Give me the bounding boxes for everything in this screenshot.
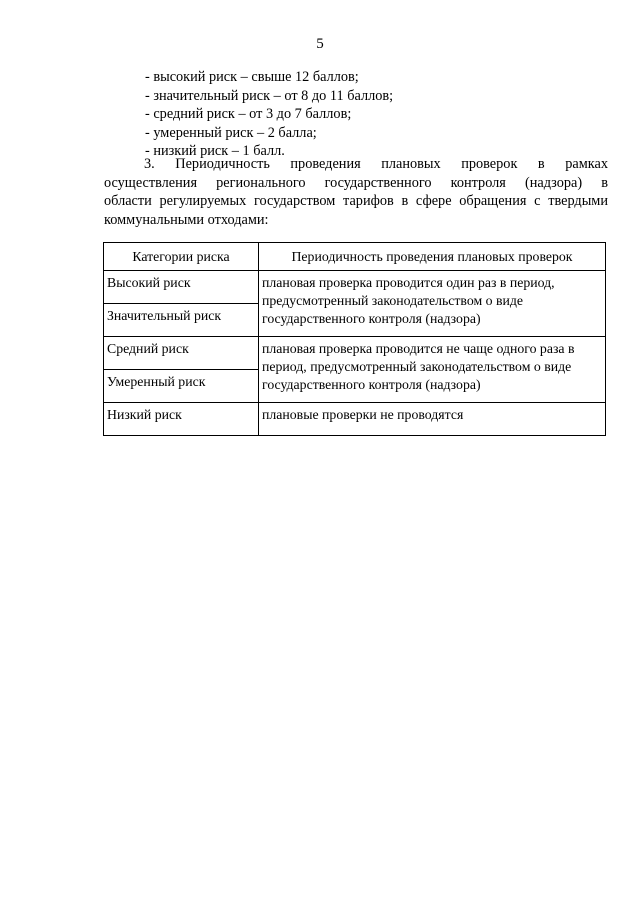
periodicity-cell: плановая проверка проводится один раз в период, предусмотренный законодательством о виде государственного контроля (надзора) bbox=[259, 271, 606, 337]
list-item: - средний риск – от 3 до 7 баллов; bbox=[145, 106, 352, 122]
header-risk-category: Категории риска bbox=[104, 243, 259, 271]
table-row bbox=[104, 271, 606, 304]
periodicity-cell: плановые проверки не проводятся bbox=[259, 403, 606, 436]
category-cell: Средний риск bbox=[104, 337, 259, 370]
table-row bbox=[104, 403, 606, 436]
paragraph-line: осуществления регионального государственного контроля (надзора) в bbox=[104, 174, 608, 191]
category-cell: Высокий риск bbox=[104, 271, 259, 304]
paragraph-line: коммунальными отходами: bbox=[104, 211, 269, 228]
list-item: - умеренный риск – 2 балла; bbox=[145, 124, 317, 141]
page-number: 5 bbox=[316, 36, 324, 52]
periodicity-cell: плановая проверка проводится не чаще одного раза в период, предусмотренный законодательством о виде государственного контроля (надзора) bbox=[259, 337, 606, 403]
table-row bbox=[104, 337, 606, 370]
list-item: - высокий риск – свыше 12 баллов; bbox=[145, 69, 359, 85]
header-periodicity: Периодичность проведения плановых проверок bbox=[259, 243, 606, 271]
risk-score-list bbox=[145, 68, 393, 161]
category-cell: Низкий риск bbox=[104, 403, 259, 436]
list-item: - значительный риск – от 8 до 11 баллов; bbox=[145, 87, 394, 104]
risk-periodicity-table bbox=[103, 242, 606, 436]
periodicity-paragraph bbox=[104, 155, 608, 229]
table-header-row bbox=[104, 243, 606, 271]
paragraph-line: области регулируемых государством тарифов в сфере обращения с твердыми bbox=[104, 193, 608, 209]
list-item: - низкий риск – 1 балл. bbox=[145, 143, 285, 159]
paragraph-line: 3. Периодичность проведения плановых проверок в рамках bbox=[144, 156, 608, 172]
category-cell: Значительный риск bbox=[104, 304, 259, 337]
category-cell: Умеренный риск bbox=[104, 370, 259, 403]
